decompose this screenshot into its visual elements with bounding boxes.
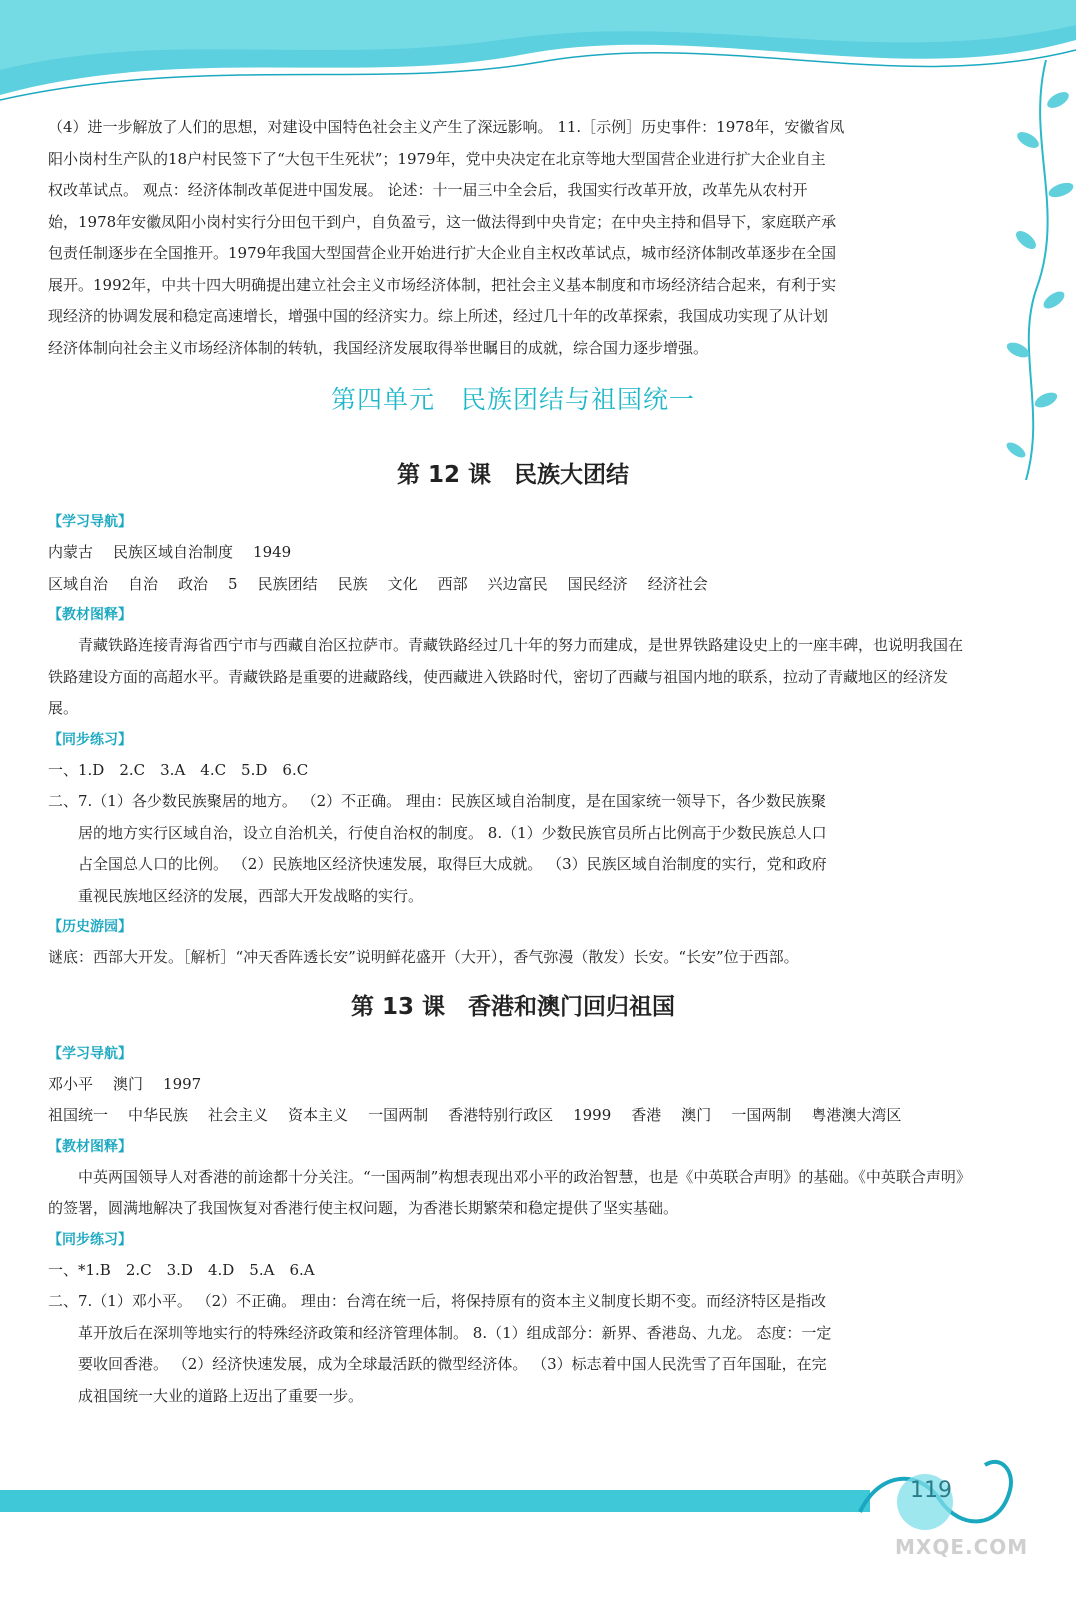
figure-text	[48, 1162, 978, 1225]
guide-item: 经济社会	[647, 574, 708, 593]
intro-line: 阳小岗村生产队的18户村民签下了“大包干生死状”；1979年，党中央决定在北京等地大型国营企业进行扩大企业自主	[48, 149, 826, 168]
section-label-garden: 【历史游园】	[48, 919, 132, 935]
intro-answer-block	[48, 112, 978, 364]
guide-item: 澳门	[681, 1106, 712, 1124]
guide-item: 民族	[337, 574, 368, 593]
section-label-guide: 【学习导航】	[48, 1045, 132, 1062]
lesson-12-section	[48, 456, 978, 974]
guide-row	[48, 569, 978, 601]
guide-item: 一国两制	[368, 1106, 429, 1124]
practice-line: 一、*1.B 2.C 3.D 4.D 5.A 6.A	[48, 1260, 315, 1279]
section-label-guide: 【学习导航】	[48, 514, 132, 530]
figure-line: 青藏铁路连接青海省西宁市与西藏自治区拉萨市。青藏铁路经过几十年的努力而建成，是世界铁路建设史上的一座丰碑，	[78, 636, 874, 654]
practice-line: 要收回香港。 （2）经济快速发展，成为全球最活跃的微型经济体。 （3）标志着中国人民洗雪了百年国耻，在完	[78, 1355, 827, 1373]
guide-item: 香港	[631, 1106, 662, 1124]
figure-line: 础。《中英联合声明》的签署，圆满地解决了我国恢复对香港行使主权问题，为香港长期繁荣和稳定提供了坚实基础。	[48, 1167, 971, 1217]
guide-item: 邓小平	[48, 1074, 94, 1093]
guide-item: 区域自治	[48, 574, 109, 593]
guide-row	[48, 1069, 978, 1101]
guide-item: 社会主义	[208, 1106, 269, 1124]
intro-line: 展开。1992年，中共十四大明确提出建立社会主义市场经济体制，把社会主义基本制度和市场经济结合起来，有利于实	[48, 275, 837, 294]
section-label-figure: 【教材图释】	[48, 607, 132, 623]
section-label-practice: 【同步练习】	[48, 731, 132, 748]
guide-item: 香港特别行政区	[448, 1106, 554, 1124]
garden-line: 谜底：西部大开发。［解析］“冲天香阵透长安”说明鲜花盛开（大开），香气弥漫（散发）长安。“长安”位于西部。	[48, 948, 799, 966]
intro-line: 包责任制逐步在全国推开。1979年我国大型国营企业开始进行扩大企业自主权改革试点，城市经济体制改革逐步在全国	[48, 244, 837, 262]
guide-item: 5	[228, 574, 238, 593]
guide-row	[48, 537, 978, 569]
section-label-figure: 【教材图释】	[48, 1138, 132, 1155]
guide-item: 澳门	[113, 1074, 144, 1093]
guide-item: 民族团结	[257, 574, 318, 593]
guide-item: 兴边富民	[487, 574, 548, 593]
guide-item: 中华民族	[128, 1106, 189, 1124]
intro-line: （4）进一步解放了人们的思想，对建设中国特色社会主义产生了深远影响。 11.［示例］历史事件：1978年，安徽省凤	[48, 118, 845, 136]
practice-line: 一、1.D 2.C 3.A 4.C 5.D 6.C	[48, 760, 309, 779]
guide-item: 1999	[573, 1106, 612, 1124]
practice-line: 二、7.（1）邓小平。 （2）不正确。 理由：台湾在统一后，将保持原有的资本主义制度长期不变。而经济特区是指改	[48, 1292, 826, 1310]
unit-title: 第四单元 民族团结与祖国统一	[330, 385, 695, 414]
guide-item: 西部	[437, 574, 468, 593]
intro-line: 始，1978年安徽凤阳小岗村实行分田包干到户，自负盈亏，这一做法得到中央肯定；在中央主持和倡导下，家庭联产承	[48, 212, 837, 231]
figure-line: 也说明我国在铁路建设方面的高超水平。青藏铁路是重要的进藏路线，使西藏进入铁路时代，密切了西藏与祖国内地的联系，	[48, 636, 964, 686]
guide-row	[48, 1100, 978, 1132]
guide-item: 祖国统一	[48, 1106, 109, 1124]
practice-line: 占全国总人口的比例。 （2）民族地区经济快速发展，取得巨大成就。 （3）民族区域自治制度的实行，党和政府	[78, 855, 827, 873]
guide-item: 民族区域自治制度	[113, 543, 234, 561]
practice-line: 居的地方实行区域自治，设立自治机关，行使自治权的制度。 8.（1）少数民族官员所占比例高于少数民族总人口	[78, 823, 827, 842]
figure-text	[48, 630, 978, 725]
intro-line: 权改革试点。 观点：经济体制改革促进中国发展。 论述：十一届三中全会后，我国实行改革开放，改革先从农村开	[48, 181, 808, 199]
figure-line: 拉动了青藏地区的经济发展。	[48, 667, 949, 717]
vine-decoration	[966, 60, 1076, 480]
intro-line: 现经济的协调发展和稳定高速增长，增强中国的经济实力。综上所述，经过几十年的改革探索，我国成功实现了从计划	[48, 307, 829, 325]
guide-item: 1997	[163, 1074, 202, 1093]
page-number: 119	[910, 1478, 952, 1503]
guide-item: 政治	[178, 574, 209, 593]
intro-line: 经济体制向社会主义市场经济体制的转轨，我国经济发展取得举世瞩目的成就，综合国力逐步增强。	[48, 338, 709, 357]
lesson-13-title: 第 13 课 香港和澳门回归祖国	[350, 993, 676, 1020]
guide-item: 内蒙古	[48, 543, 94, 561]
practice-line: 二、7.（1）各少数民族聚居的地方。 （2）不正确。 理由：民族区域自治制度，是在国家统一领导下，各少数民族聚	[48, 792, 826, 810]
top-wave-decoration	[0, 0, 1076, 110]
watermark-text: MXQE.COM	[895, 1535, 1029, 1559]
practice-line: 成祖国统一大业的道路上迈出了重要一步。	[78, 1386, 364, 1405]
section-label-practice: 【同步练习】	[48, 1231, 132, 1248]
page-content	[48, 112, 978, 1412]
guide-item: 粤港澳大湾区	[811, 1106, 902, 1124]
guide-item: 资本主义	[288, 1106, 349, 1124]
guide-item: 文化	[387, 574, 418, 593]
guide-item: 1949	[253, 543, 292, 561]
lesson-13-section	[48, 988, 978, 1413]
guide-item: 自治	[128, 574, 159, 593]
practice-line: 重视民族地区经济的发展，西部大开发战略的实行。	[78, 886, 424, 905]
practice-line: 革开放后在深圳等地实行的特殊经济政策和经济管理体制。 8.（1）组成部分：新界、香港岛、九龙。 态度：一定	[78, 1323, 832, 1342]
guide-item: 国民经济	[567, 574, 628, 593]
guide-item: 一国两制	[731, 1106, 792, 1124]
lesson-12-title: 第 12 课 民族大团结	[396, 462, 630, 488]
figure-line: 中英两国领导人对香港的前途都十分关注。“一国两制”构想表现出邓小平的政治智慧，也是《中英联合声明》的基	[78, 1167, 829, 1186]
